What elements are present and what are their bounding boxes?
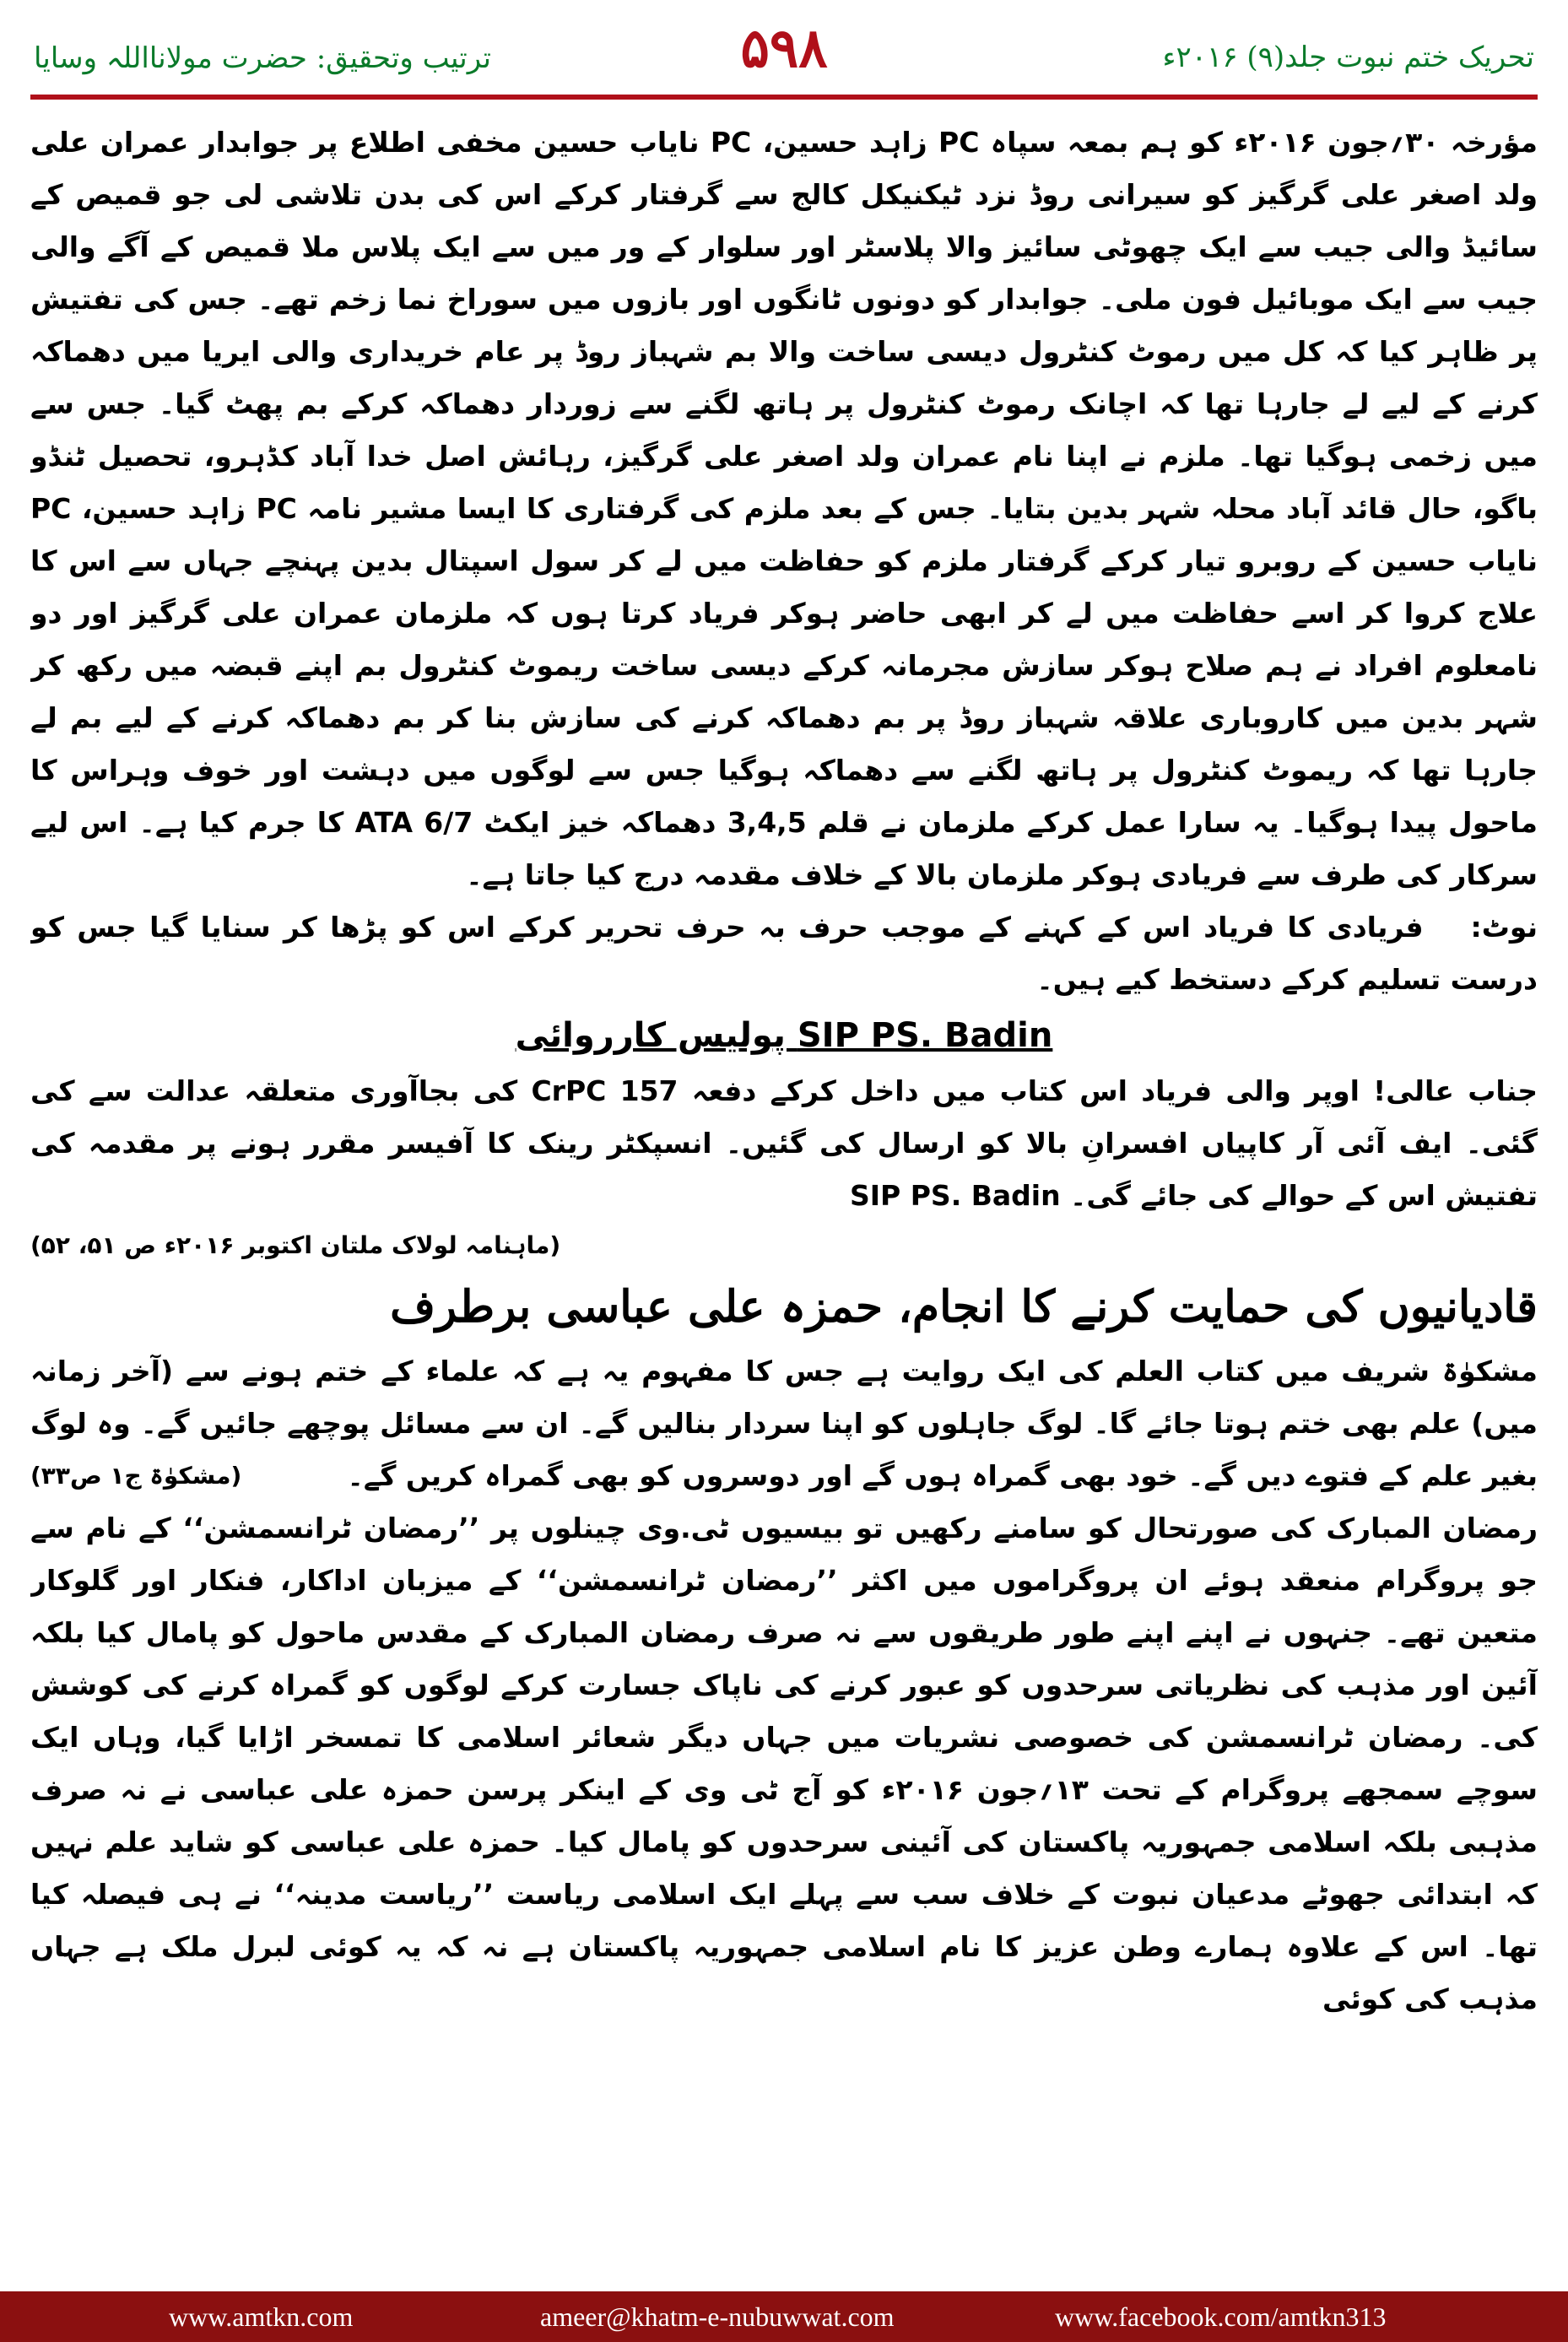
- source-citation: (ماہنامہ لولاک ملتان اکتوبر ۲۰۱۶ء ص ۵۱، ۵۲): [30, 1231, 561, 1259]
- note-text: فریادی کا فریاد اس کے کہنے کے موجب حرف بہ حرف تحریر کرکے اس کو پڑھا کر سنایا گیا جس کو درست تسلیم کرکے دستخط کیے ہیں۔: [30, 911, 1538, 996]
- header-compiler-credit: ترتیب وتحقیق: حضرت مولانااللہ وسایا: [34, 41, 491, 75]
- fir-paragraph: مؤرخہ ۳۰؍جون ۲۰۱۶ء کو ہم بمعہ سپاہ PC زاہد حسین، PC نایاب حسین مخفی اطلاع پر جوابدار عمران علی ولد اصغر علی گرگیز کو سیرانی روڈ نزد ٹیکنیکل کالج سے گرفتار کرکے اس کی بدن تلاشی لی جو قمیص کے سائیڈ والی جیب سے ایک چھوٹی سائیز والا پلاسٹر اور سلوار کے ور میں سے ایک پلاس ملا قمیص کے آگے والی جیب سے ایک موبائیل فون ملی۔ جوابدار کو دونوں ٹانگوں اور بازوں میں سوراخ نما زخم تھے۔ جس کی تفتیش پر ظاہر کیا کہ کل میں رموٹ کنٹرول دیسی ساخت والا بم شہباز روڈ پر عام خریداری والی ایریا میں دھماکہ کرنے کے لیے لے جارہا تھا کہ اچانک رموٹ کنٹرول پر ہاتھ لگنے سے زوردار دھماکہ کرکے بم پھٹ گیا۔ جس سے میں زخمی ہوگیا تھا۔ ملزم نے اپنا نام عمران ولد اصغر علی گرگیز، رہائش اصل خدا آباد کڈہرو، تحصیل ٹنڈو باگو، حال قائد آباد محلہ شہر بدین بتایا۔ جس کے بعد ملزم کی گرفتاری کا ایسا مشیر نامہ PC زاہد حسین، PC نایاب حسین کے روبرو تیار کرکے گرفتار ملزم کو حفاظت میں لے کر سول اسپتال بدین پہنچے جہاں سے اس کا علاج کروا کر اسے حفاظت میں لے کر ابھی حاضر ہوکر فریاد کرتا ہوں کہ ملزمان عمران علی گرگیز اور دو نامعلوم افراد نے ہم صلاح ہوکر سازش مجرمانہ کرکے دیسی ساخت ریموٹ کنٹرول بم اپنے قبضہ میں رکھ کر شہر بدین میں کاروباری علاقہ شہباز روڈ پر بم دھماکہ کرنے کی سازش بنا کر بم دھماکہ کرنے کے لیے بم لے جارہا تھا کہ ریموٹ کنٹرول پر ہاتھ لگنے سے دھماکہ ہوگیا جس سے لوگوں میں دہشت اور خوف وہراس کا ماحول پیدا ہوگیا۔ یہ سارا عمل کرکے ملزمان نے قلم 3,4,5 دھماکہ خیز ایکٹ ATA 6/7 کا جرم کیا ہے۔ اس لیے سرکار کی طرف سے فریادی ہوکر ملزمان بالا کے خلاف مقدمہ درج کیا جاتا ہے۔: [30, 126, 1538, 891]
- section-heading: قادیانیوں کی حمایت کرنے کا انجام، حمزہ علی عباسی برطرف: [390, 1281, 1538, 1333]
- police-paragraph: جناب عالی! اوپر والی فریاد اس کتاب میں داخل کرکے دفعہ 157 CrPC کی بجاآوری متعلقہ عدالت سے کی گئی۔ ایف آئی آر کاپیاں افسرانِ بالا کو ارسال کی گئیں۔ انسپکٹر رینک کا آفیسر مقرر ہونے پر مقدمہ کی تفتیش اس کے حوالے کی جائے گی۔ SIP PS. Badin: [30, 1074, 1538, 1212]
- page-content: [30, 116, 1538, 2260]
- website-link[interactable]: www.amtkn.com: [169, 2301, 354, 2332]
- note-paragraph: [30, 901, 1538, 1006]
- ramadan-paragraph: رمضان المبارک کی صورتحال کو سامنے رکھیں تو بیسیوں ٹی.وی چینلوں پر ’’رمضان ٹرانسمشن‘‘ کے نام سے جو پروگرام منعقد ہوئے ان پروگراموں میں اکثر ’’رمضان ٹرانسمشن‘‘ کے میزبان اداکار، فنکار اور گلوکار متعین تھے۔ جنہوں نے اپنے اپنے طور طریقوں سے نہ صرف رمضان المبارک کے مقدس ماحول کو پامال کیا بلکہ آئین اور مذہب کی نظریاتی سرحدوں کو عبور کرنے کی ناپاک جسارت کرکے لوگوں کو گمراہ کرنے کی کوشش کی۔ رمضان ٹرانسمشن کی خصوصی نشریات میں جہاں دیگر شعائر اسلامی کا تمسخر اڑایا گیا، وہاں ایک سوچے سمجھے پروگرام کے تحت ۱۳؍جون ۲۰۱۶ء کو آج ٹی وی کے اینکر پرسن حمزہ علی عباسی نے نہ صرف مذہبی بلکہ اسلامی جمہوریہ پاکستان کی آئینی سرحدوں کو پامال کیا۔ حمزہ علی عباسی کو شاید علم نہیں کہ ابتدائی جھوٹے مدعیان نبوت کے خلاف سب سے پہلے ایک اسلامی ریاست ’’ریاست مدینہ‘‘ نے ہی فیصلہ کیا تھا۔ اس کے علاوہ ہمارے وطن عزیز کا نام اسلامی جمہوریہ پاکستان ہے نہ کہ یہ کوئی لبرل ملک ہے جہاں مذہب کی کوئی: [30, 1512, 1538, 2015]
- mishkat-text: مشکوٰۃ شریف میں کتاب العلم کی ایک روایت ہے جس کا مفہوم یہ ہے کہ علماء کے ختم ہونے سے (آخر زمانہ میں) علم بھی ختم ہوتا جائے گا۔ لوگ جاہلوں کو اپنا سردار بنالیں گے۔ ان سے مسائل پوچھے جائیں گے۔ وہ لوگ بغیر علم کے فتوے دیں گے۔ خود بھی گمراہ ہوں گے اور دوسروں کو بھی گمراہ کریں گے۔: [30, 1355, 1538, 1492]
- note-label: نوٹ:: [1470, 911, 1538, 944]
- police-action-heading: SIP PS. Badin پولیس کارروائی: [515, 1016, 1053, 1055]
- header-divider: [30, 95, 1538, 100]
- mishkat-citation: (مشکوٰۃ ج۱ ص۳۳): [30, 1462, 242, 1490]
- mishkat-paragraph: [30, 1345, 1538, 1502]
- header-book-title: تحریک ختم نبوت جلد(۹) ۲۰۱۶ء: [1162, 41, 1534, 74]
- page-footer: [0, 2291, 1568, 2342]
- facebook-link[interactable]: www.facebook.com/amtkn313: [1055, 2301, 1387, 2332]
- page-number: ۵۹۸: [740, 17, 828, 80]
- email-link[interactable]: ameer@khatm-e-nubuwwat.com: [540, 2301, 895, 2332]
- page-header: [0, 0, 1568, 100]
